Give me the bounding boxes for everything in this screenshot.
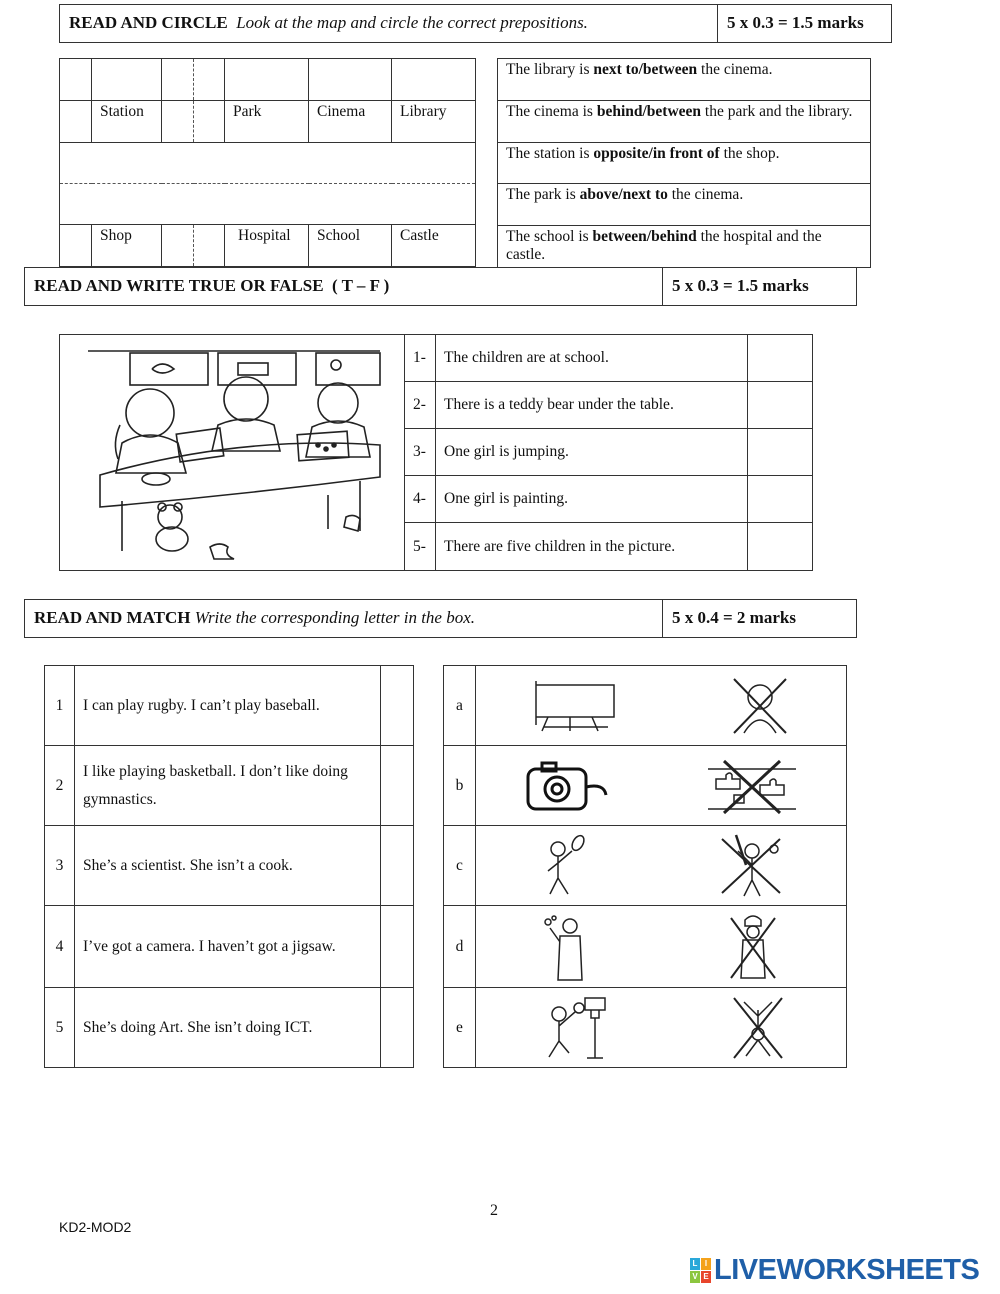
map-station: Station xyxy=(92,101,162,143)
tf-answer-box-5[interactable] xyxy=(748,523,813,571)
map-school: School xyxy=(309,225,392,267)
prep-options-3[interactable]: opposite/in front of xyxy=(593,145,720,162)
match-num-5: 5 xyxy=(45,988,75,1068)
tf-num-4: 4- xyxy=(405,476,436,523)
section3-instruction: Write the corresponding letter in the box. xyxy=(194,608,476,627)
section2-tf-hint: ( T – F ) xyxy=(332,276,390,295)
match-answer-box-3[interactable] xyxy=(381,826,414,906)
rugby-player-icon xyxy=(536,833,596,899)
match-letter-a: a xyxy=(444,666,476,746)
drawing-rabbit xyxy=(130,353,208,385)
tf-statement-2: There is a teddy bear under the table. xyxy=(436,382,748,429)
prep-options-1[interactable]: next to/between xyxy=(593,61,698,78)
match-letter-d: d xyxy=(444,906,476,988)
match-pictures-table xyxy=(443,665,847,1068)
prep-options-4[interactable]: above/next to xyxy=(579,186,668,203)
tf-answer-box-3[interactable] xyxy=(748,429,813,476)
camera-icon xyxy=(522,755,612,817)
match-sentence-1: I can play rugby. I can’t play baseball. xyxy=(75,666,381,746)
pictures-e xyxy=(476,988,847,1068)
baseball-crossed-out-icon xyxy=(716,833,786,899)
true-false-table xyxy=(404,334,813,571)
section2-marks: 5 x 0.3 = 1.5 marks xyxy=(672,276,809,295)
map-library: Library xyxy=(392,101,476,143)
pictures-a xyxy=(476,666,847,746)
tf-num-2: 2- xyxy=(405,382,436,429)
tf-statement-1: The children are at school. xyxy=(436,335,748,382)
liveworksheets-logo[interactable] xyxy=(690,1254,979,1287)
section1-header xyxy=(59,4,892,43)
tf-statement-3: One girl is jumping. xyxy=(436,429,748,476)
classroom-picture xyxy=(59,334,405,571)
section3-marks: 5 x 0.4 = 2 marks xyxy=(672,608,796,627)
prep-sentence-2[interactable]: The cinema is behind/between the park and the library. xyxy=(498,101,871,143)
tf-statement-4: One girl is painting. xyxy=(436,476,748,523)
jigsaw-crossed-out-icon xyxy=(704,755,800,817)
match-sentence-3: She’s a scientist. She isn’t a cook. xyxy=(75,826,381,906)
prep-options-5[interactable]: between/behind xyxy=(592,228,697,245)
match-num-3: 3 xyxy=(45,826,75,906)
art-easel-icon xyxy=(530,675,620,737)
pictures-b xyxy=(476,746,847,826)
section1-marks: 5 x 0.3 = 1.5 marks xyxy=(727,13,864,32)
match-answer-box-4[interactable] xyxy=(381,906,414,988)
town-map xyxy=(59,58,476,267)
match-num-4: 4 xyxy=(45,906,75,988)
pictures-c xyxy=(476,826,847,906)
tf-answer-box-2[interactable] xyxy=(748,382,813,429)
map-hospital: Hospital xyxy=(225,225,309,267)
section2-header xyxy=(24,267,857,306)
tf-answer-box-4[interactable] xyxy=(748,476,813,523)
section3-header xyxy=(24,599,857,638)
prep-options-2[interactable]: behind/between xyxy=(596,103,702,120)
match-answer-box-5[interactable] xyxy=(381,988,414,1068)
section1-instruction: Look at the map and circle the correct prepositions. xyxy=(236,13,588,32)
match-num-1: 1 xyxy=(45,666,75,746)
ict-crossed-out-icon xyxy=(728,675,792,737)
match-answer-box-2[interactable] xyxy=(381,746,414,826)
prep-sentence-1[interactable]: The library is next to/between the cinema. xyxy=(498,59,871,101)
tf-num-3: 3- xyxy=(405,429,436,476)
tf-num-5: 5- xyxy=(405,523,436,571)
match-sentence-5: She’s doing Art. She isn’t doing ICT. xyxy=(75,988,381,1068)
logo-blocks-icon: L I V E xyxy=(690,1258,711,1283)
prep-sentence-4[interactable]: The park is above/next to the cinema. xyxy=(498,184,871,226)
preposition-sentences xyxy=(497,58,871,268)
children-painting-illustration xyxy=(60,335,404,570)
map-castle: Castle xyxy=(392,225,476,267)
tf-num-1: 1- xyxy=(405,335,436,382)
match-letter-b: b xyxy=(444,746,476,826)
map-cinema: Cinema xyxy=(309,101,392,143)
match-letter-c: c xyxy=(444,826,476,906)
basketball-player-icon xyxy=(535,994,611,1062)
teddy-bear xyxy=(158,505,182,529)
tf-answer-box-1[interactable] xyxy=(748,335,813,382)
cook-crossed-out-icon xyxy=(723,912,783,982)
gymnastics-crossed-out-icon xyxy=(728,994,788,1062)
logo-text-worksheets: WORKSHEETS xyxy=(776,1254,980,1286)
document-code: KD2-MOD2 xyxy=(59,1219,132,1235)
drawing-sun xyxy=(316,353,380,385)
match-sentences-table xyxy=(44,665,414,1068)
prep-sentence-3[interactable]: The station is opposite/in front of the shop. xyxy=(498,143,871,184)
map-shop: Shop xyxy=(92,225,162,267)
scientist-icon xyxy=(540,912,596,982)
match-sentence-2: I like playing basketball. I don’t like doing gymnastics. xyxy=(75,746,381,826)
prep-sentence-5[interactable]: The school is between/behind the hospital and the castle. xyxy=(498,226,871,268)
match-sentence-4: I’ve got a camera. I haven’t got a jigsaw. xyxy=(75,906,381,988)
section2-title: READ AND WRITE TRUE OR FALSE xyxy=(34,276,324,295)
logo-text-live: LIVE xyxy=(714,1254,777,1286)
tf-statement-5: There are five children in the picture. xyxy=(436,523,748,571)
match-num-2: 2 xyxy=(45,746,75,826)
pictures-d xyxy=(476,906,847,988)
match-answer-box-1[interactable] xyxy=(381,666,414,746)
page-number: 2 xyxy=(490,1202,498,1219)
match-letter-e: e xyxy=(444,988,476,1068)
section3-title: READ AND MATCH xyxy=(34,608,191,627)
section1-title: READ AND CIRCLE xyxy=(69,13,228,32)
map-park: Park xyxy=(225,101,309,143)
